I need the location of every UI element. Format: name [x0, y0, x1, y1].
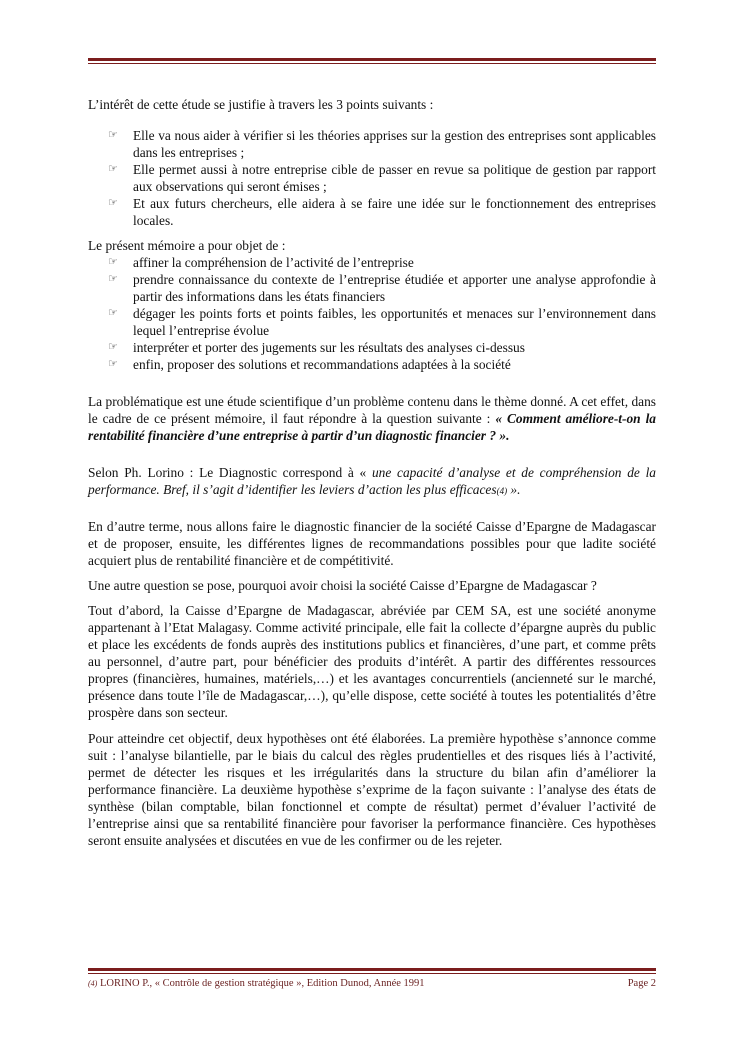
- objectives-list: [88, 254, 656, 373]
- pointing-hand-icon: ☞: [108, 307, 118, 319]
- header-rule: [88, 58, 656, 61]
- interest-list: [88, 127, 656, 229]
- pointing-hand-icon: ☞: [108, 197, 118, 209]
- footnote: (4) LORINO P., « Contrôle de gestion stratégique », Edition Dunod, Année 1991: [88, 978, 425, 989]
- cem-paragraph: Tout d’abord, la Caisse d’Epargne de Madagascar, abréviée par CEM SA, est une société anonyme appartenant à l’Etat Malagasy. Comme activité principale, elle fait la collecte d’épargne auprès du public et place les excédents de fonds auprès des institutions publics et financières, d’une part, et comme prêts au personnel, d’autre part, pour bénéficier des produits d’intérêt. A partir des différentes ressources propres (financières, humaines, matériels,…) et les avantages concurrentiels (ancienneté sur le marché, présence dans toute l’île de Madagascar,…), qu’elle dispose, cette société à toutes les potentialités d’être prospère dans son secteur.: [88, 603, 656, 720]
- header-rule-thin: [88, 63, 656, 64]
- footer-rule: [88, 968, 656, 971]
- list-item: ☞ enfin, proposer des solutions et recommandations adaptées à la société: [108, 357, 511, 372]
- pointing-hand-icon: ☞: [108, 358, 118, 370]
- pointing-hand-icon: ☞: [108, 341, 118, 353]
- page-body: [88, 96, 656, 849]
- list-item: ☞ Elle va nous aider à vérifier si les théories apprises sur la gestion des entreprises sont applicables dans les entreprises ;: [108, 128, 656, 160]
- pointing-hand-icon: ☞: [108, 273, 118, 285]
- question-paragraph: Une autre question se pose, pourquoi avoir choisi la société Caisse d’Epargne de Madagascar ?: [88, 578, 597, 593]
- lorino-paragraph: Selon Ph. Lorino : Le Diagnostic correspond à « une capacité d’analyse et de compréhension de la performance. Bref, il s’agit d’identifier les leviers d’action les plus efficaces(4) ».: [88, 465, 656, 497]
- list-item: ☞ Et aux futurs chercheurs, elle aidera à se faire une idée sur le fonctionnement des entreprises locales.: [108, 196, 656, 228]
- footnote-mark: (4): [88, 979, 98, 988]
- terme-paragraph: En d’autre terme, nous allons faire le diagnostic financier de la société Caisse d’Epargne de Madagascar et de proposer, ensuite, les différentes lignes de recommandations possibles pour que ladite société acquiert plus de rentabilité financière et de compétitivité.: [88, 519, 656, 568]
- list-item: ☞ Elle permet aussi à notre entreprise cible de passer en revue sa politique de gestion par rapport aux observations qui seront émises ;: [108, 162, 656, 194]
- page-number: Page 2: [627, 978, 656, 989]
- hypotheses-paragraph: Pour atteindre cet objectif, deux hypothèses ont été élaborées. La première hypothèse s’annonce comme suit : l’analyse bilantielle, par le biais du calcul des règles prudentielles et des risques liés à l’activité, permet de détecter les risques et les irrégularités dans la structure du bilan afin d’améliorer la performance financière. La deuxième hypothèse s’exprime de la façon suivante : l’analyse des états de synthèse (bilan comptable, bilan fonctionnel et compte de résultat) permet d’évaluer l’activité de l’entreprise ainsi que sa rentabilité financière pour favoriser la performance financière. Ces hypothèses seront ensuite analysées et discutées en vue de les confirmer ou de les rejeter.: [88, 731, 656, 848]
- footer-rule-thin: [88, 973, 656, 974]
- problematique-paragraph: La problématique est une étude scientifique d’un problème contenu dans le thème donné. A cet effet, dans le cadre de ce présent mémoire, il faut répondre à la question suivante : « Comment améliore-t-on la rentabilité financière d’une entreprise à partir d’un diagnostic financier ? ».: [88, 394, 656, 443]
- research-question: « Comment améliore-t-on la rentabilité financière d’une entreprise à partir d’un diagnostic financier ? ».: [88, 411, 656, 443]
- pointing-hand-icon: ☞: [108, 163, 118, 175]
- list-item: ☞ dégager les points forts et points faibles, les opportunités et menaces sur l’environnement dans lequel l’entreprise évolue: [108, 306, 656, 338]
- objet-intro: Le présent mémoire a pour objet de :: [88, 238, 286, 253]
- footnote-ref: (4): [496, 486, 508, 496]
- intro-paragraph: L’intérêt de cette étude se justifie à travers les 3 points suivants :: [88, 97, 434, 112]
- lorino-quote: une capacité d’analyse et de compréhension de la performance. Bref, il s’agit d’identifier les leviers d’action les plus efficaces: [88, 465, 656, 497]
- pointing-hand-icon: ☞: [108, 129, 118, 141]
- list-item: ☞ interpréter et porter des jugements sur les résultats des analyses ci-dessus: [108, 340, 525, 355]
- list-item: ☞ affiner la compréhension de l’activité de l’entreprise: [108, 255, 414, 270]
- list-item: ☞ prendre connaissance du contexte de l’entreprise étudiée et apporter une analyse approfondie à partir des informations dans les états financiers: [108, 272, 656, 304]
- pointing-hand-icon: ☞: [108, 256, 118, 268]
